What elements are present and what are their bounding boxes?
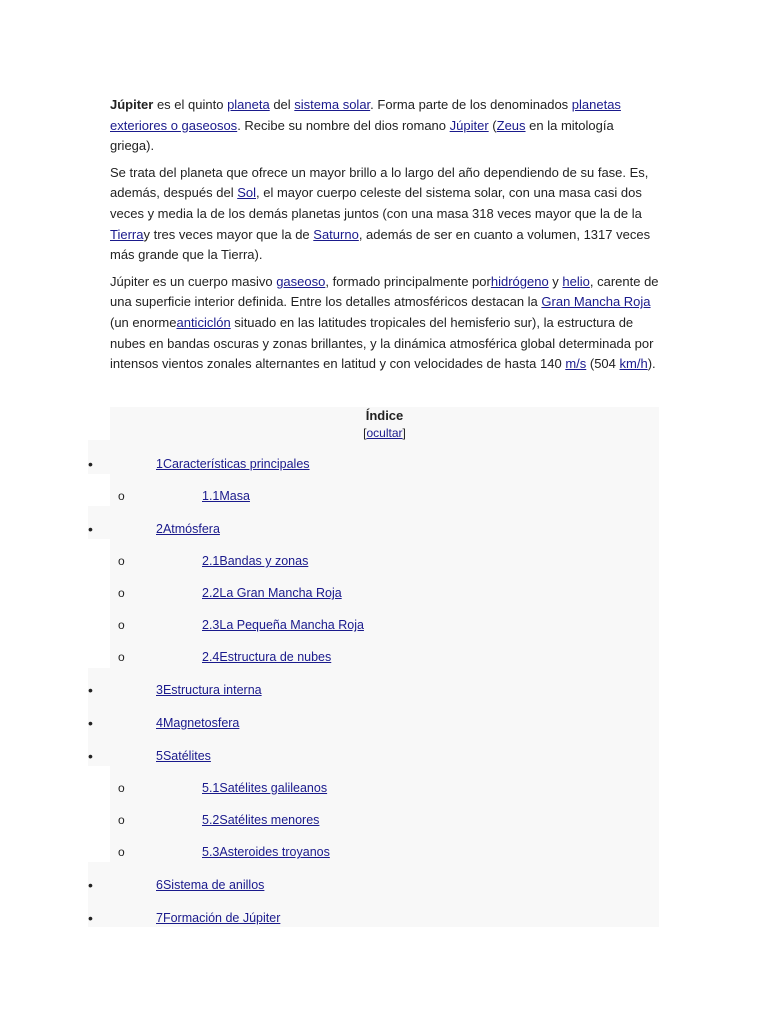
toc-item[interactable]: 3Estructura interna [156, 683, 262, 697]
bullet-circle-icon: o [118, 781, 125, 795]
bullet-circle-icon: o [118, 586, 125, 600]
toc-item[interactable]: 2Atmósfera [156, 522, 220, 536]
text: , carente de una superficie interior definida. Entre los detalles atmosféricos destacan la [110, 273, 659, 310]
text: en la mitología griega). [110, 117, 614, 154]
toc-item[interactable]: 1.1Masa [202, 489, 250, 503]
link-sistema-solar[interactable]: sistema solar [294, 97, 371, 112]
link-gran-mancha-roja[interactable]: Gran Mancha Roja [541, 294, 651, 310]
toc-toggle [110, 426, 659, 440]
link-tierra[interactable]: Tierra [110, 226, 144, 242]
paragraph-intro [110, 95, 660, 157]
toc-gap [88, 474, 110, 506]
toc-item[interactable]: 2.3La Pequeña Mancha Roja [202, 618, 364, 632]
article-body [110, 95, 660, 381]
toc-gap [88, 766, 110, 862]
bullet-circle-icon: o [118, 554, 125, 568]
bullet-circle-icon: o [118, 489, 125, 503]
bullet-disc-icon: • [88, 521, 93, 537]
link-planetas-exteriores[interactable]: planetas exteriores o gaseosos [110, 97, 621, 133]
text: ). [647, 356, 656, 372]
link-gaseoso[interactable]: gaseoso [276, 273, 326, 289]
bullet-disc-icon: • [88, 748, 93, 764]
toc-item[interactable]: 5.3Asteroides troyanos [202, 845, 330, 859]
text: es el quinto [153, 97, 228, 112]
toc-item[interactable]: 2.2La Gran Mancha Roja [202, 586, 342, 600]
link-helio[interactable]: helio [562, 273, 590, 289]
text: del [269, 97, 295, 112]
bullet-circle-icon: o [118, 618, 125, 632]
paragraph-composition [110, 272, 660, 375]
toc-item[interactable]: 2.1Bandas y zonas [202, 554, 309, 568]
bullet-disc-icon: • [88, 877, 93, 893]
toc-item[interactable]: 6Sistema de anillos [156, 878, 265, 892]
bullet-circle-icon: o [118, 813, 125, 827]
bracket: ] [402, 426, 406, 440]
text: . Recibe su nombre del dios romano [237, 117, 450, 133]
link-ms[interactable]: m/s [565, 356, 587, 372]
toc-item[interactable]: 2.4Estructura de nubes [202, 650, 332, 664]
text: Se trata del planeta que ofrece un mayor brillo a lo largo del año dependiendo de su fase. Es, además, después del [110, 164, 649, 201]
link-planeta[interactable]: planeta [227, 97, 270, 112]
text: , formado principalmente por [325, 273, 491, 289]
bullet-disc-icon: • [88, 682, 93, 698]
link-jupiter-dios[interactable]: Júpiter [449, 117, 489, 133]
toc-item[interactable]: 5.2Satélites menores [202, 813, 320, 827]
link-saturno[interactable]: Saturno [313, 226, 359, 242]
bullet-disc-icon: • [88, 910, 93, 926]
text: , además de ser en cuanto a volumen, 1317 veces más grande que la Tierra). [110, 226, 651, 263]
toc-item[interactable]: 5Satélites [156, 749, 211, 763]
toc-gap [88, 539, 110, 668]
toc-item[interactable]: 5.1Satélites galileanos [202, 781, 328, 795]
bullet-disc-icon: • [88, 715, 93, 731]
link-kmh[interactable]: km/h [619, 356, 648, 372]
text: (504 [586, 356, 620, 372]
toc-item[interactable]: 4Magnetosfera [156, 716, 240, 730]
toc-background [110, 407, 659, 927]
link-hidrogeno[interactable]: hidrógeno [490, 273, 549, 289]
article-subject: Júpiter [110, 97, 154, 112]
text: ( [488, 117, 497, 133]
bullet-disc-icon: • [88, 456, 93, 472]
text: (un enorme [110, 314, 177, 330]
text: situado en las latitudes tropicales del hemisferio sur), la estructura de nubes en bandas oscuras y zonas brillantes, y la dinámica atmosférica global determinada por intensos vientos zonales alternantes en latitud y con velocidades de hasta 140 [110, 314, 654, 372]
text: , el mayor cuerpo celeste del sistema solar, con una masa casi dos veces y media la de los demás planetas juntos (con una masa 318 veces mayor que la de la [110, 185, 642, 221]
toc-item[interactable]: 1Características principales [156, 457, 310, 471]
text: y tres veces mayor que la de [143, 226, 314, 242]
text: y [548, 273, 563, 289]
toc-hide-link[interactable]: ocultar [366, 426, 403, 440]
text: . Forma parte de los denominados [370, 97, 572, 112]
toc-item[interactable]: 7Formación de Júpiter [156, 911, 281, 925]
toc-title: Índice [365, 408, 404, 423]
link-sol[interactable]: Sol [237, 185, 256, 201]
text: Júpiter es un cuerpo masivo [110, 273, 277, 289]
bracket: [ [363, 426, 367, 440]
link-zeus[interactable]: Zeus [496, 117, 526, 133]
paragraph-brightness [110, 163, 660, 266]
bullet-circle-icon: o [118, 650, 125, 664]
link-anticiclon[interactable]: anticiclón [176, 314, 231, 330]
bullet-circle-icon: o [118, 845, 125, 859]
